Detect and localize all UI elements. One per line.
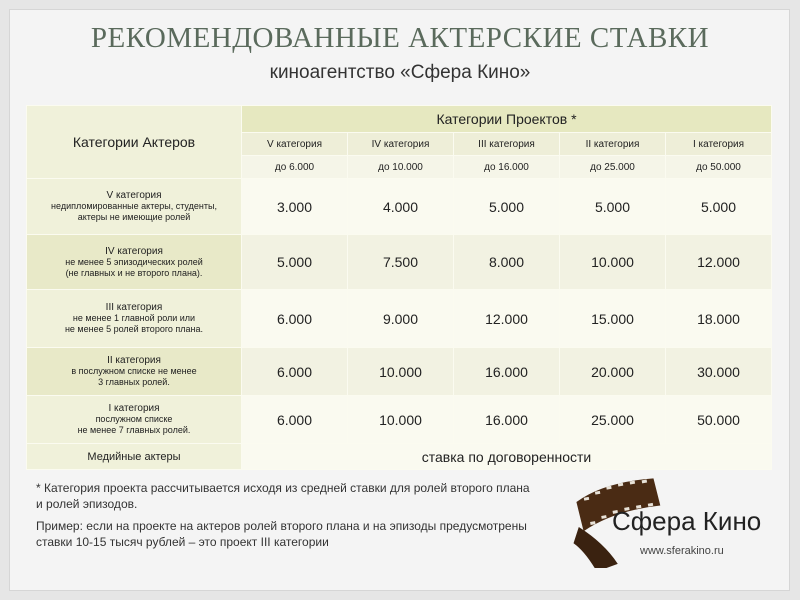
table-row: [27, 235, 772, 290]
project-category-header: IV категория: [348, 133, 454, 156]
actor-category-title: II категория: [107, 355, 161, 366]
project-budget-header: до 50.000: [666, 156, 772, 179]
table-row: [27, 179, 772, 235]
rate-cell: 10.000: [560, 235, 666, 290]
actor-category-cell: [27, 235, 242, 290]
rate-cell: 16.000: [454, 396, 560, 444]
actor-category-cell: [27, 348, 242, 396]
rate-cell: 5.000: [666, 179, 772, 235]
project-category-header: II категория: [560, 133, 666, 156]
actor-category-cell: [27, 290, 242, 348]
actor-category-desc: 3 главных ролей.: [98, 377, 170, 387]
logo-url: www.sferakino.ru: [640, 545, 724, 557]
rate-cell: 5.000: [560, 179, 666, 235]
rate-cell: 6.000: [242, 396, 348, 444]
project-budget-header: до 10.000: [348, 156, 454, 179]
rate-cell: 15.000: [560, 290, 666, 348]
actor-category-title: V категория: [106, 190, 162, 201]
rate-cell: 50.000: [666, 396, 772, 444]
rate-cell: 10.000: [348, 348, 454, 396]
rate-cell: 6.000: [242, 290, 348, 348]
actor-categories-header: Категории Актеров: [27, 106, 242, 179]
actor-category-title: IV категория: [105, 245, 163, 257]
table-row: [27, 348, 772, 396]
rate-cell: 9.000: [348, 290, 454, 348]
actor-category-desc: послужном списке: [95, 414, 173, 424]
project-categories-header: Категории Проектов *: [242, 106, 772, 133]
page-subtitle: киноагентство «Сфера Кино»: [269, 62, 531, 83]
actor-category-cell: [27, 396, 242, 444]
rate-cell: 25.000: [560, 396, 666, 444]
logo-name: Сфера Кино: [612, 506, 762, 536]
rate-cell: 18.000: [666, 290, 772, 348]
actor-category-title: III категория: [105, 302, 163, 313]
project-category-header: I категория: [666, 133, 772, 156]
rate-cell: 10.000: [348, 396, 454, 444]
project-category-header: III категория: [454, 133, 560, 156]
table-row: [27, 396, 772, 444]
actor-category-desc: не менее 5 эпизодических ролей: [65, 256, 203, 267]
actor-category-desc: в послужном списке не менее: [71, 366, 197, 376]
rate-cell: 12.000: [454, 290, 560, 348]
rate-cell: 3.000: [242, 179, 348, 235]
media-actors-label: Медийные актеры: [27, 444, 242, 470]
rate-cell: 12.000: [666, 235, 772, 290]
rate-cell: 6.000: [242, 348, 348, 396]
rate-cell: 7.500: [348, 235, 454, 290]
project-category-header: V категория: [242, 133, 348, 156]
actor-category-cell: [27, 179, 242, 235]
table-row: [27, 444, 772, 470]
media-actors-value: ставка по договоренности: [242, 444, 772, 470]
footnotes: [36, 480, 536, 556]
rate-cell: 16.000: [454, 348, 560, 396]
footnote-example: Пример: если на проекте на актеров ролей второго плана и на эпизоды предусмотрены ставки 10-15 тысяч рублей – это проект III категории: [36, 519, 527, 549]
actor-category-desc: не менее 7 главных ролей.: [77, 425, 191, 435]
actor-category-desc: актеры не имеющие ролей: [77, 212, 191, 222]
project-budget-header: до 16.000: [454, 156, 560, 179]
project-budget-header: до 25.000: [560, 156, 666, 179]
table-row: [27, 290, 772, 348]
actor-category-desc: недипломированные актеры, студенты,: [51, 201, 217, 211]
rates-table: [26, 105, 772, 470]
rate-cell: 30.000: [666, 348, 772, 396]
rate-cell: 4.000: [348, 179, 454, 235]
actor-category-title: I категория: [108, 403, 160, 414]
rate-cell: 5.000: [454, 179, 560, 235]
rate-cell: 8.000: [454, 235, 560, 290]
actor-category-desc: не менее 1 главной роли или: [72, 313, 196, 323]
rate-cell: 5.000: [242, 235, 348, 290]
page-title: РЕКОМЕНДОВАННЫЕ АКТЕРСКИЕ СТАВКИ: [90, 22, 710, 54]
rate-cell: 20.000: [560, 348, 666, 396]
actor-category-desc: не менее 5 ролей второго плана.: [64, 324, 204, 334]
project-budget-header: до 6.000: [242, 156, 348, 179]
footnote-category: * Категория проекта рассчитывается исходя из средней ставки для ролей второго плана и ролей эпизодов.: [36, 481, 530, 511]
actor-category-desc: (не главных и не второго плана).: [65, 267, 203, 278]
